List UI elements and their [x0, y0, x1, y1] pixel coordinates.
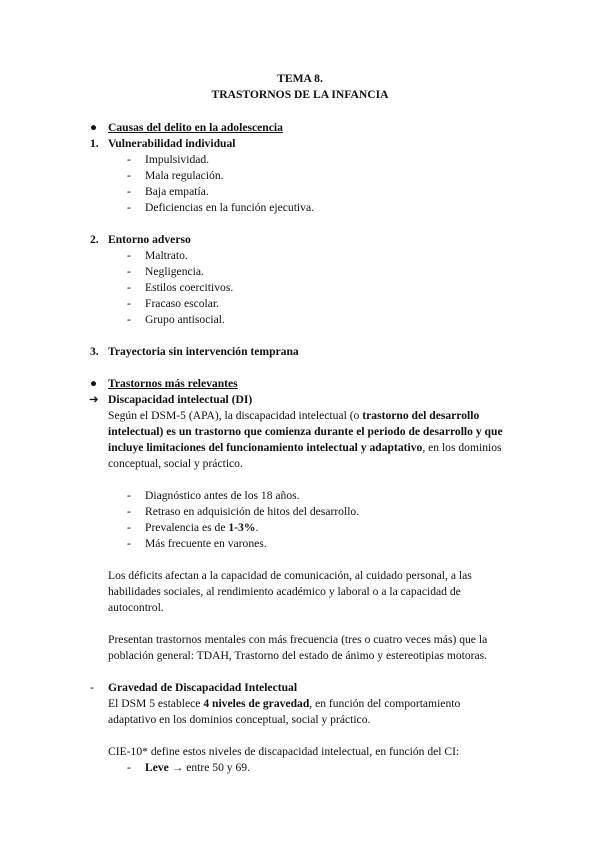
- dash-bullet: -: [127, 489, 131, 502]
- item3-label: Trayectoria sin intervención temprana: [108, 345, 299, 358]
- item2-label: Entorno adverso: [108, 233, 191, 246]
- arrow-bullet-icon: ➔: [89, 393, 99, 406]
- dash-bullet: -: [127, 249, 131, 262]
- item1-label: Vulnerabilidad individual: [108, 137, 236, 150]
- dash-bullet: -: [127, 537, 131, 550]
- dash-bullet: -: [127, 761, 131, 774]
- di-paragraph-line: conceptual, social y práctico.: [108, 457, 243, 470]
- item3-number: 3.: [90, 345, 99, 358]
- section1-heading: Causas del delito en la adolescencia: [108, 121, 283, 134]
- dash-bullet: -: [127, 169, 131, 182]
- list-item: Mala regulación.: [145, 169, 224, 182]
- dash-bullet: -: [127, 265, 131, 278]
- di-paragraph-line: incluye limitaciones del funcionamiento intelectual y adaptativo, en los dominios: [108, 441, 502, 454]
- bullet-dot-icon: ●: [90, 377, 98, 390]
- dash-bullet: -: [127, 201, 131, 214]
- dash-bullet: -: [127, 521, 131, 534]
- di-paragraph-line: Según el DSM-5 (APA), la discapacidad intelectual (o trastorno del desarrollo: [108, 409, 480, 422]
- list-item: Impulsividad.: [145, 153, 210, 166]
- gravedad-paragraph-line: CIE-10* define estos niveles de discapacidad intelectual, en función del CI:: [108, 745, 460, 758]
- list-item: Fracaso escolar.: [145, 297, 220, 310]
- item1-number: 1.: [90, 137, 99, 150]
- dash-bullet: -: [127, 185, 131, 198]
- di-paragraph-line: habilidades sociales, al rendimiento académico y laboral o a la capacidad de: [108, 585, 461, 598]
- list-item: Más frecuente en varones.: [145, 537, 267, 550]
- dash-bullet: -: [127, 281, 131, 294]
- list-item: Deficiencias en la función ejecutiva.: [145, 201, 314, 214]
- list-item: Prevalencia es de 1-3%.: [145, 521, 259, 534]
- gravedad-paragraph-line: El DSM 5 establece 4 niveles de gravedad, en función del comportamiento: [108, 697, 461, 710]
- bullet-dot-icon: ●: [90, 121, 98, 134]
- list-item: Estilos coercitivos.: [145, 281, 234, 294]
- dash-bullet: -: [127, 505, 131, 518]
- list-item: Diagnóstico antes de los 18 años.: [145, 489, 300, 502]
- di-paragraph-line: Los déficits afectan a la capacidad de comunicación, al cuidado personal, a las: [108, 569, 472, 582]
- dash-bullet: -: [127, 313, 131, 326]
- title-line-1: TEMA 8.: [277, 72, 323, 85]
- list-item: Retraso en adquisición de hitos del desarrollo.: [145, 505, 360, 518]
- list-item: Baja empatía.: [145, 185, 209, 198]
- list-item: Maltrato.: [145, 249, 188, 262]
- list-item: Leve → entre 50 y 69.: [145, 761, 250, 774]
- di-paragraph-line: intelectual) es un trastorno que comienza durante el periodo de desarrollo y que: [108, 425, 503, 438]
- di-paragraph-line: población general: TDAH, Trastorno del estado de ánimo y estereotipias motoras.: [108, 649, 488, 662]
- di-paragraph-line: autocontrol.: [108, 601, 164, 614]
- dash-bullet: -: [90, 681, 94, 694]
- di-title: Discapacidad intelectual (DI): [108, 393, 253, 406]
- di-paragraph-line: Presentan trastornos mentales con más frecuencia (tres o cuatro veces más) que la: [108, 633, 488, 646]
- title-line-2: TRASTORNOS DE LA INFANCIA: [211, 88, 389, 101]
- list-item: Negligencia.: [145, 265, 204, 278]
- list-item: Grupo antisocial.: [145, 313, 225, 326]
- dash-bullet: -: [127, 153, 131, 166]
- dash-bullet: -: [127, 297, 131, 310]
- gravedad-paragraph-line: adaptativo en los dominios conceptual, social y práctico.: [108, 713, 371, 726]
- item2-number: 2.: [90, 233, 99, 246]
- section2-heading: Trastornos más relevantes: [108, 377, 238, 390]
- gravedad-title: Gravedad de Discapacidad Intelectual: [108, 681, 298, 694]
